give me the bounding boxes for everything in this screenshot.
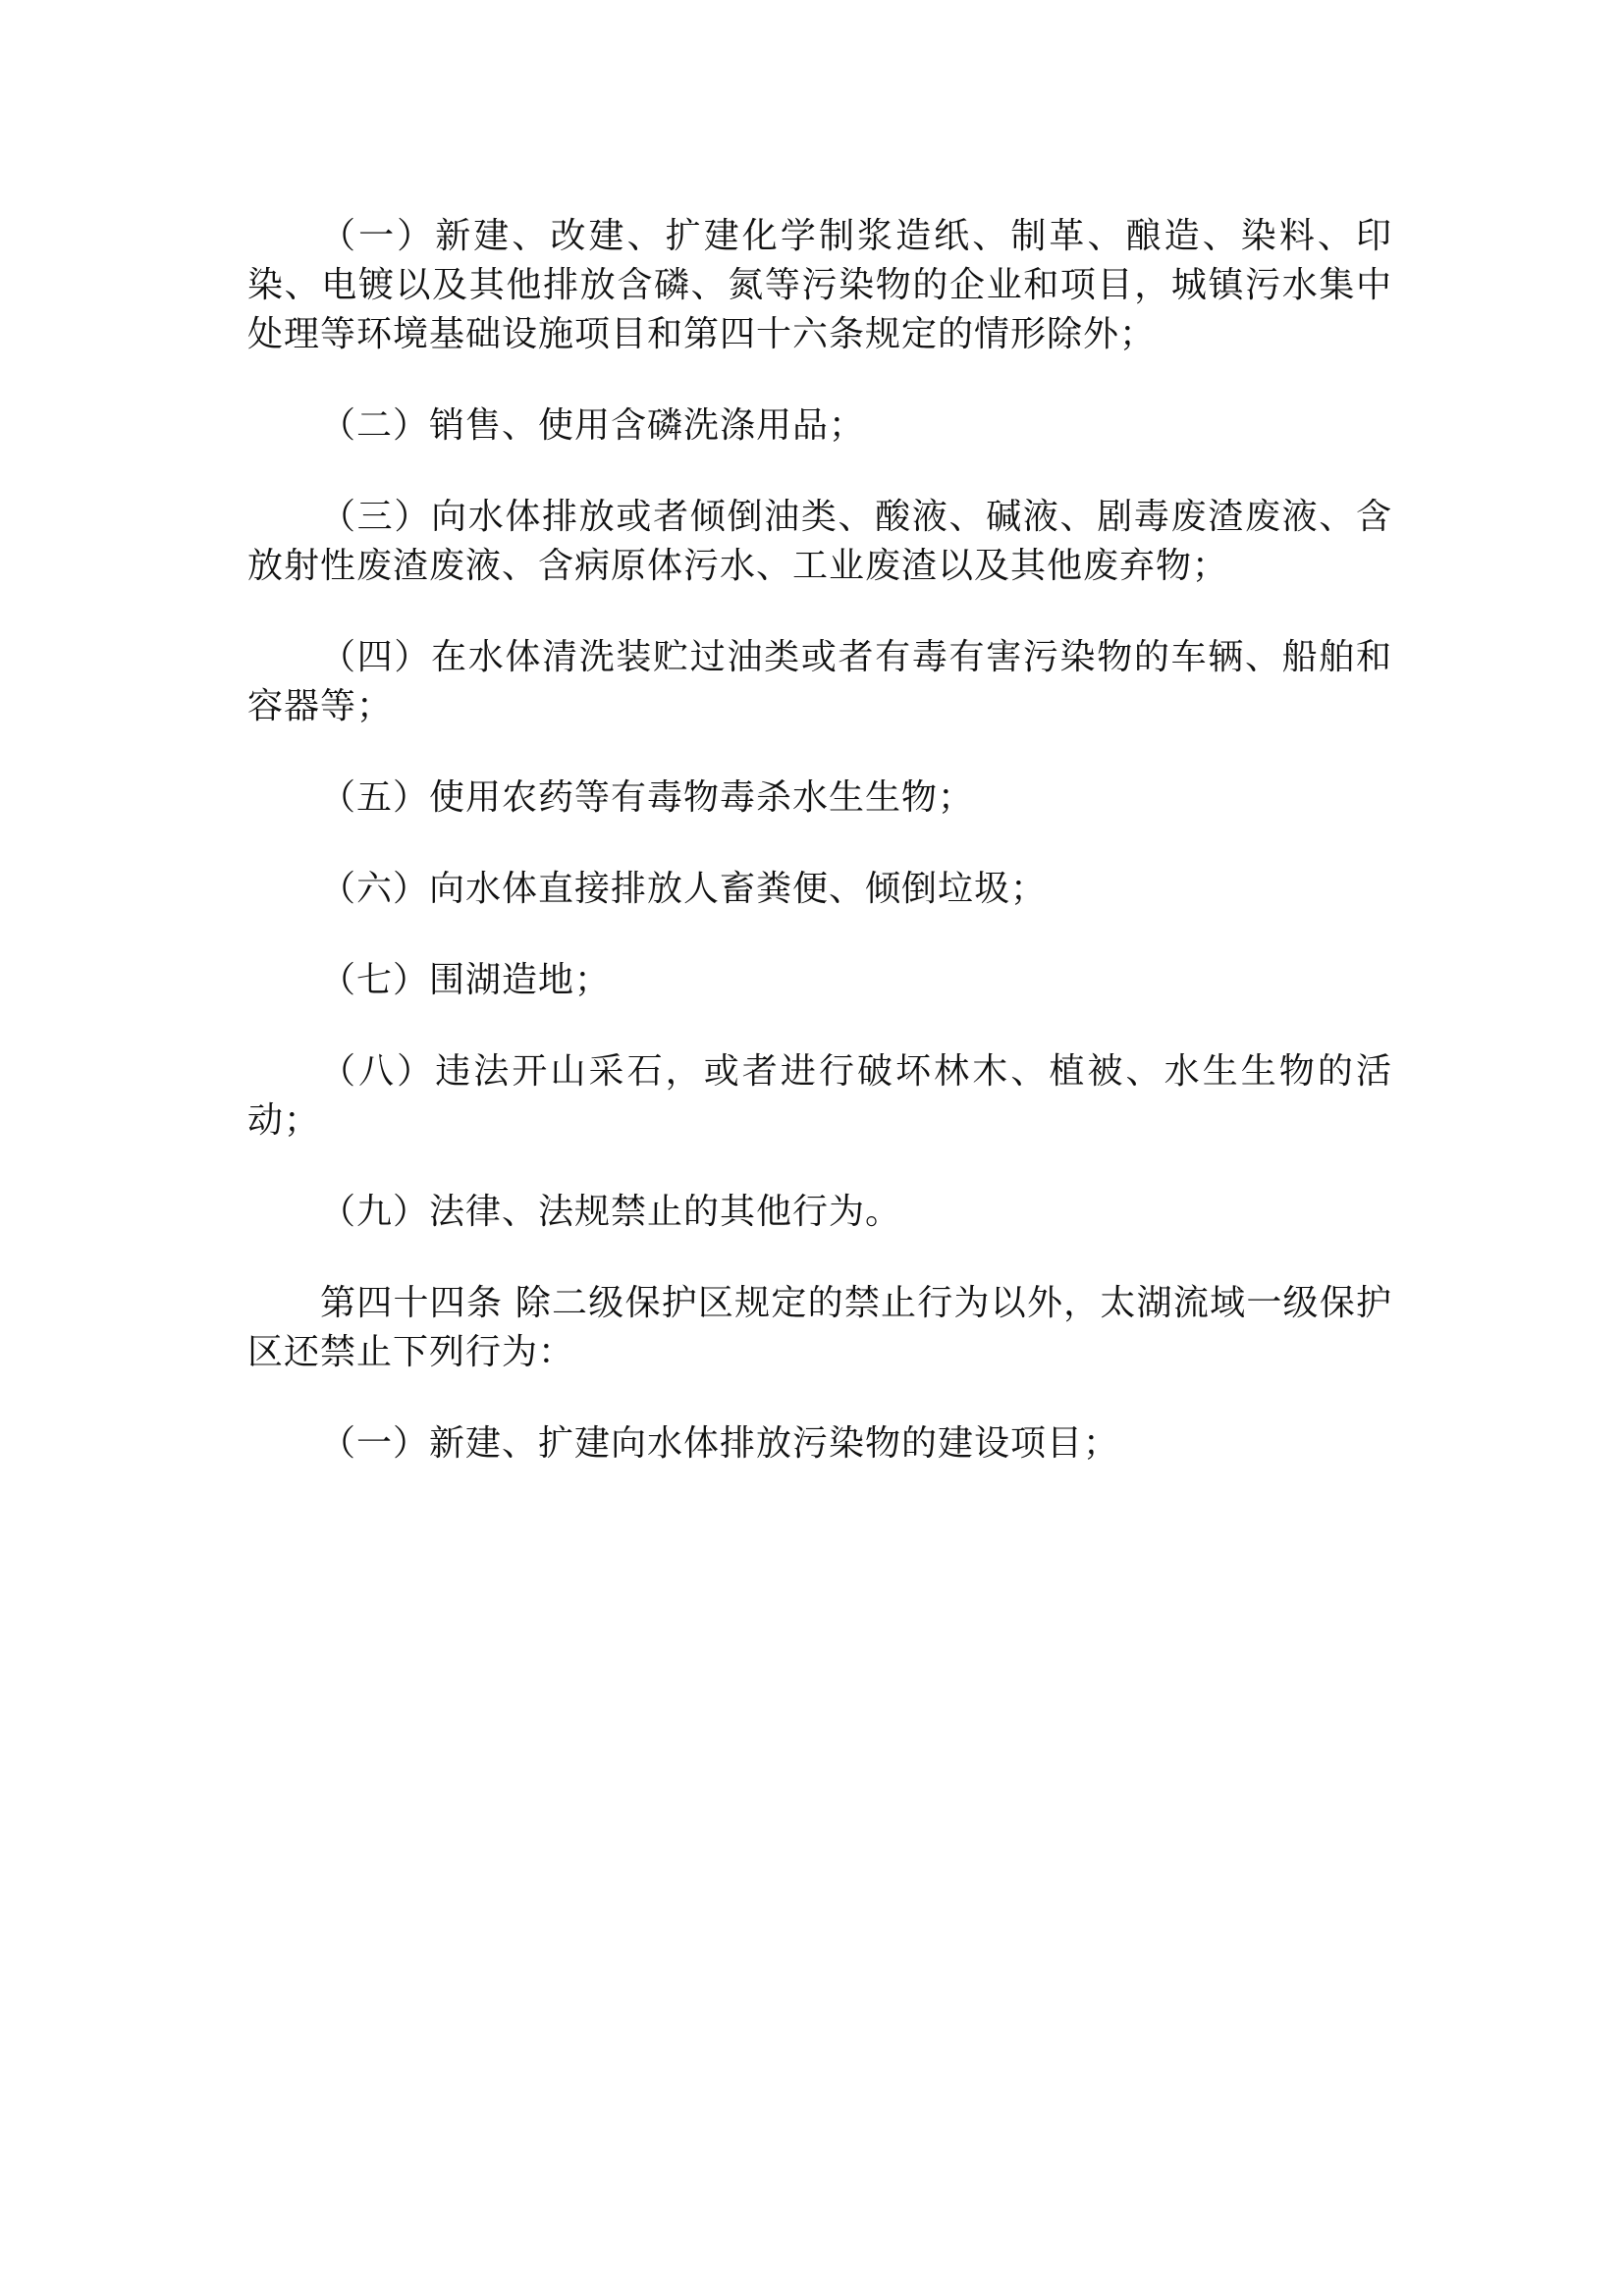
clause-3: （三）向水体排放或者倾倒油类、酸液、碱液、剧毒废渣废液、含放射性废渣废液、含病原体污水、工业废渣以及其他废弃物； <box>247 497 1392 586</box>
clause-9: （九）法律、法规禁止的其他行为。 <box>320 1192 902 1232</box>
article-44: 第四十四条 除二级保护区规定的禁止行为以外，太湖流域一级保护区还禁止下列行为： <box>247 1283 1392 1372</box>
document-body <box>247 212 1392 1468</box>
clause-4: （四）在水体清洗装贮过油类或者有毒有害污染物的车辆、船舶和容器等； <box>247 637 1392 726</box>
clause-5: （五）使用农药等有毒物毒杀水生生物； <box>320 777 975 818</box>
clause-7: （七）围湖造地； <box>320 960 612 1000</box>
clause-8: （八）违法开山采石，或者进行破坏林木、植被、水生生物的活动； <box>247 1051 1392 1141</box>
clause-6: （六）向水体直接排放人畜粪便、倾倒垃圾； <box>320 869 1048 909</box>
clause-1: （一）新建、改建、扩建化学制浆造纸、制革、酿造、染料、印染、电镀以及其他排放含磷、氮等污染物的企业和项目，城镇污水集中处理等环境基础设施项目和第四十六条规定的情形除外； <box>247 216 1392 354</box>
clause-2: （二）销售、使用含磷洗涤用品； <box>320 405 866 446</box>
article-44-clause-1: （一）新建、扩建向水体排放污染物的建设项目； <box>320 1423 1120 1464</box>
